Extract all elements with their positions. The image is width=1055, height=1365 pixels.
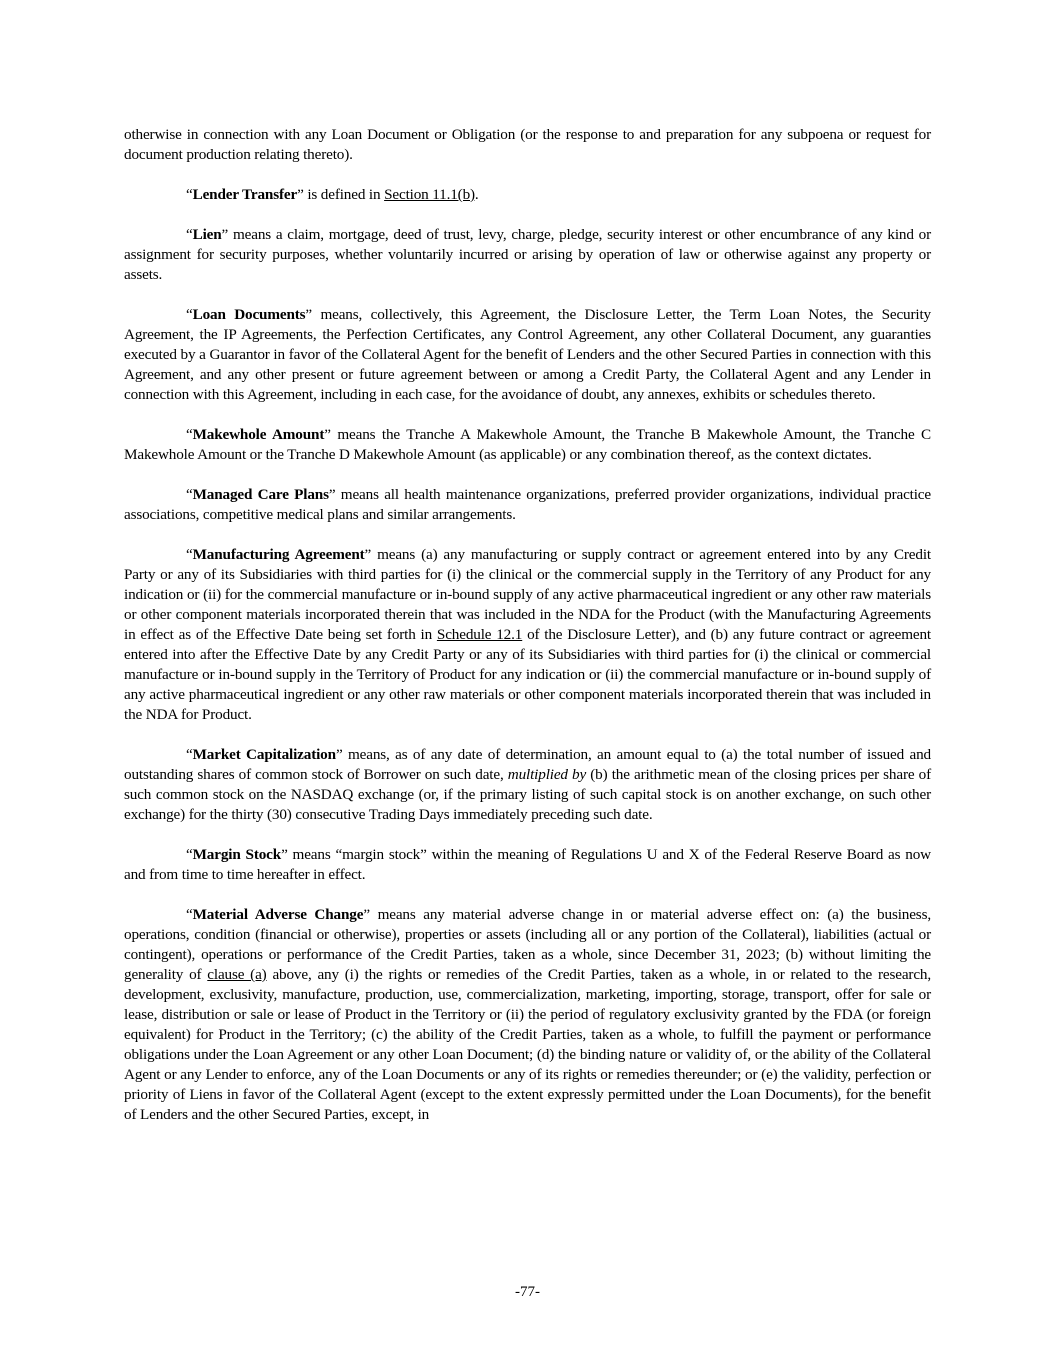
definition-text: means all health maintenance organizations, preferred provider organizations, individual practice associations, competitive medical plans and similar arrangements. — [124, 486, 931, 523]
schedule-reference: Schedule 12.1 — [436, 626, 523, 643]
defined-term: Material Adverse Change — [192, 906, 364, 923]
defined-term: Loan Documents — [192, 306, 306, 323]
quote: “ — [186, 846, 193, 863]
defined-term: Margin Stock — [192, 846, 282, 863]
clause-reference: clause (a) — [207, 966, 267, 983]
definition-makewhole-amount — [124, 425, 931, 465]
defined-term: Lender Transfer — [192, 186, 298, 203]
quote: “ — [186, 426, 193, 443]
definition-text: means, as of any date of determination, an amount equal to (a) the total number of issued and outstanding shares of common stock of Borrower on such date, — [124, 746, 931, 783]
quote: “ — [186, 486, 193, 503]
definition-text: means the Tranche A Makewhole Amount, the Tranche B Makewhole Amount, the Tranche C Makewhole Amount or the Tranche D Makewhole Amount (as applicable) or any combination thereof, as the context dictates. — [124, 426, 932, 463]
definition-text: is defined in — [303, 186, 385, 203]
definition-text: means (a) any manufacturing or supply contract or agreement entered into by any Credit Party or any of its Subsidiaries with third parties for (i) the clinical or the commercial supply in the Territory of any Product for any indication or (ii) for the commercial manufacture or in-bound supply of any active pharmaceutical ingredient or any other raw materials or other component materials incorporated therein that was included in the NDA for the Product (with the Manufacturing Agreements in effect as of the Effective Date being set forth in — [124, 546, 931, 643]
defined-term: Lien — [192, 226, 222, 243]
quote: ” — [305, 306, 313, 323]
definition-text: means “margin stock” within the meaning of Regulations U and X of the Federal Reserve Board as now and from time to time hereafter in effect. — [124, 846, 931, 883]
paragraph-continuation: otherwise in connection with any Loan Document or Obligation (or the response to and preparation for any subpoena or request for document production relating thereto). — [124, 126, 931, 163]
definition-text: means, collectively, this Agreement, the Disclosure Letter, the Term Loan Notes, the Security Agreement, the IP Agreements, the Perfection Certificates, any Control Agreement, any other Collateral Document, any guaranties executed by a Guarantor in favor of the Collateral Agent for the benefit of Lenders and the other Secured Parties in connection with this Agreement, and any other present or future agreement between or among a Credit Party, the Collateral Agent and any Lender in connection with this Agreement, including in each case, for the avoidance of doubt, any annexes, exhibits or schedules thereto. — [124, 306, 931, 403]
definition-margin-stock — [124, 845, 931, 885]
definition-text: means any material adverse change in or material adverse effect on: (a) the business, operations, condition (financial or otherwise), properties or assets (including all or any portion of the Collateral), liabilities (actual or contingent), operations or performance of the Credit Parties, taken as a whole, since December 31, 2023; (b) without limiting the generality of — [124, 906, 931, 983]
definition-market-capitalization — [124, 745, 931, 825]
section-reference: Section 11.1(b) — [384, 186, 475, 203]
definition-text: means a claim, mortgage, deed of trust, levy, charge, pledge, security interest or other encumbrance of any kind or assignment for security purposes, whether voluntarily incurred or arising by operation of law or otherwise against any property or assets. — [124, 226, 931, 283]
defined-term: Manufacturing Agreement — [192, 546, 365, 563]
quote: ” — [335, 746, 343, 763]
definition-lender-transfer — [124, 185, 931, 205]
definition-text: above, any (i) the rights or remedies of the Credit Parties, taken as a whole, in or related to the research, development, exclusivity, manufacture, production, use, commercialization, marketing, importing, storage, transport, offer for sale or lease, distribution or sale or lease of Product in the Territory or (ii) the period of regulatory exclusivity granted by the FDA (or foreign equivalent) for Product in the Territory; (c) the ability of the Credit Parties, taken as a whole, to fulfill the payment or performance obligations under the Loan Agreement or any other Loan Document; (d) the binding nature or validity of, or the ability of the Collateral Agent or any Lender to enforce, any of the Loan Documents or any of its rights or remedies thereunder; or (e) the validity, perfection or priority of Liens in favor of the Collateral Agent (except to the extent expressly permitted under the Loan Documents), for the benefit of Lenders and the other Secured Parties, except, in — [124, 966, 931, 1123]
quote: ” — [328, 486, 336, 503]
quote: ” — [221, 226, 229, 243]
quote: ” — [364, 546, 372, 563]
quote: ” — [281, 846, 288, 863]
definition-managed-care-plans — [124, 485, 931, 525]
quote: “ — [186, 746, 193, 763]
quote: ” — [324, 426, 331, 443]
defined-term: Managed Care Plans — [192, 486, 329, 503]
defined-term: Makewhole Amount — [192, 426, 325, 443]
quote: “ — [186, 306, 193, 323]
quote: “ — [186, 906, 193, 923]
definition-text: of the Disclosure Letter), and (b) any future contract or agreement entered into after the Effective Date by any Credit Party or any of its Subsidiaries with third parties for (i) the clinical or commercial manufacture or in-bound supply in the Territory of Product for any indication or (ii) the commercial manufacture or in-bound supply of any active pharmaceutical ingredient or any other raw materials or other component materials incorporated therein that was included in the NDA for Product. — [124, 626, 931, 723]
quote: ” — [297, 186, 304, 203]
definition-text: (b) the arithmetic mean of the closing prices per share of such common stock on the NASDAQ exchange (or, if the primary listing of such capital stock is on another exchange, on such other exchange) for the thirty (30) consecutive Trading Days immediately preceding such date. — [124, 766, 931, 823]
definition-loan-documents — [124, 305, 931, 405]
quote: “ — [186, 226, 193, 243]
definition-lien — [124, 225, 931, 285]
quote: ” — [363, 906, 370, 923]
definition-manufacturing-agreement — [124, 545, 931, 725]
quote: “ — [186, 546, 193, 563]
document-page — [124, 125, 931, 1145]
definition-material-adverse-change — [124, 905, 931, 1125]
defined-term: Market Capitalization — [192, 746, 336, 763]
definition-text: . — [474, 186, 479, 203]
quote: “ — [186, 186, 193, 203]
page-number: -77- — [515, 1284, 540, 1300]
emphasis-text: multiplied by — [507, 766, 587, 783]
